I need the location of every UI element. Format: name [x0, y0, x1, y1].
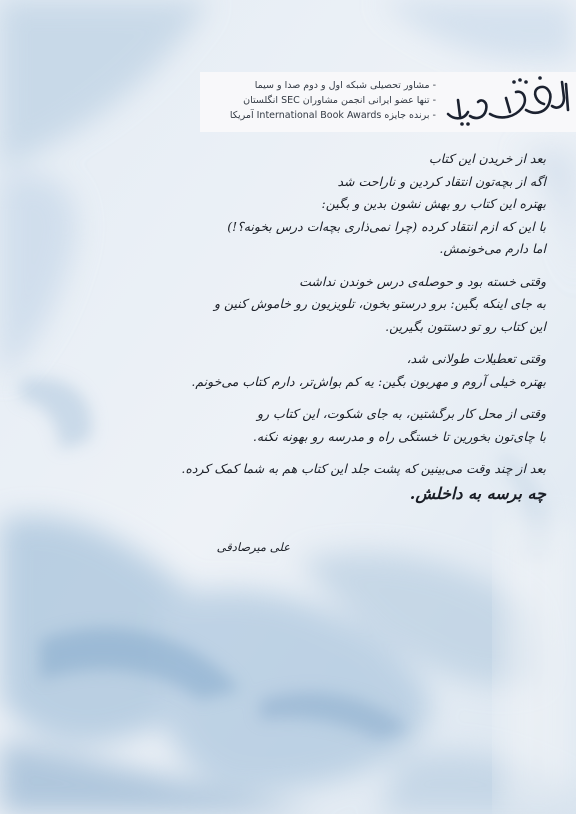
author-bio [206, 78, 436, 123]
letter-line: به جای اینکه بگین: برو درستو بخون، تلویزیون رو خاموش کنین و [214, 296, 546, 311]
letter-line: اگه از بچه‌تون انتقاد کردین و ناراحت شد [337, 173, 546, 189]
letter-line: با این که ازم انتقاد کرده (چرا نمی‌ذاری بچه‌ات درس بخونه؟!) [227, 218, 546, 234]
bio-line: - مشاور تحصیلی شبکه اول و دوم صدا و سیما [254, 80, 436, 91]
letter-signature: علی میرصادقی [216, 540, 290, 554]
letter-paragraph [40, 403, 546, 448]
letter-paragraph [40, 458, 546, 507]
letter-line: بعد از خریدن این کتاب [428, 151, 546, 166]
letter-line: این کتاب رو تو دستتون بگیرین. [385, 318, 546, 334]
letter-line: بهتره این کتاب رو بهش نشون بدین و بگین: [321, 196, 546, 211]
letter-line: بعد از چند وقت می‌بینین که پشت جلد این کتاب هم به شما کمک کرده. [181, 461, 546, 476]
letter-closing: چه برسه به داخلش. [409, 483, 546, 503]
letter-line: وقتی از محل کار برگشتین، به جای شکوت، این کتاب رو [256, 406, 546, 421]
letter-body [40, 148, 546, 517]
letter-paragraph [40, 348, 546, 393]
letter-line: وقتی خسته بود و حوصله‌ی درس خوندن نداشت [299, 273, 546, 289]
letter-line: بهتره خیلی آروم و مهربون بگین: یه کم بواش‌تر، دارم کتاب می‌خونم. [191, 373, 546, 389]
author-signature-logo [440, 70, 572, 132]
letter-paragraph [40, 148, 546, 261]
bio-line: - تنها عضو ایرانی انجمن مشاوران SEC انگلستان [243, 95, 436, 106]
letter-line: با چای‌تون بخورین تا خستگی راه و مدرسه رو بهونه نکنه. [252, 428, 546, 444]
letter-line: وقتی تعطیلات طولانی شد، [406, 351, 546, 366]
letter-paragraph [40, 271, 546, 339]
letter-line: اما دارم می‌خونمش. [439, 241, 546, 256]
bio-line: - برنده جایزه International Book Awards آمریکا [229, 110, 436, 121]
